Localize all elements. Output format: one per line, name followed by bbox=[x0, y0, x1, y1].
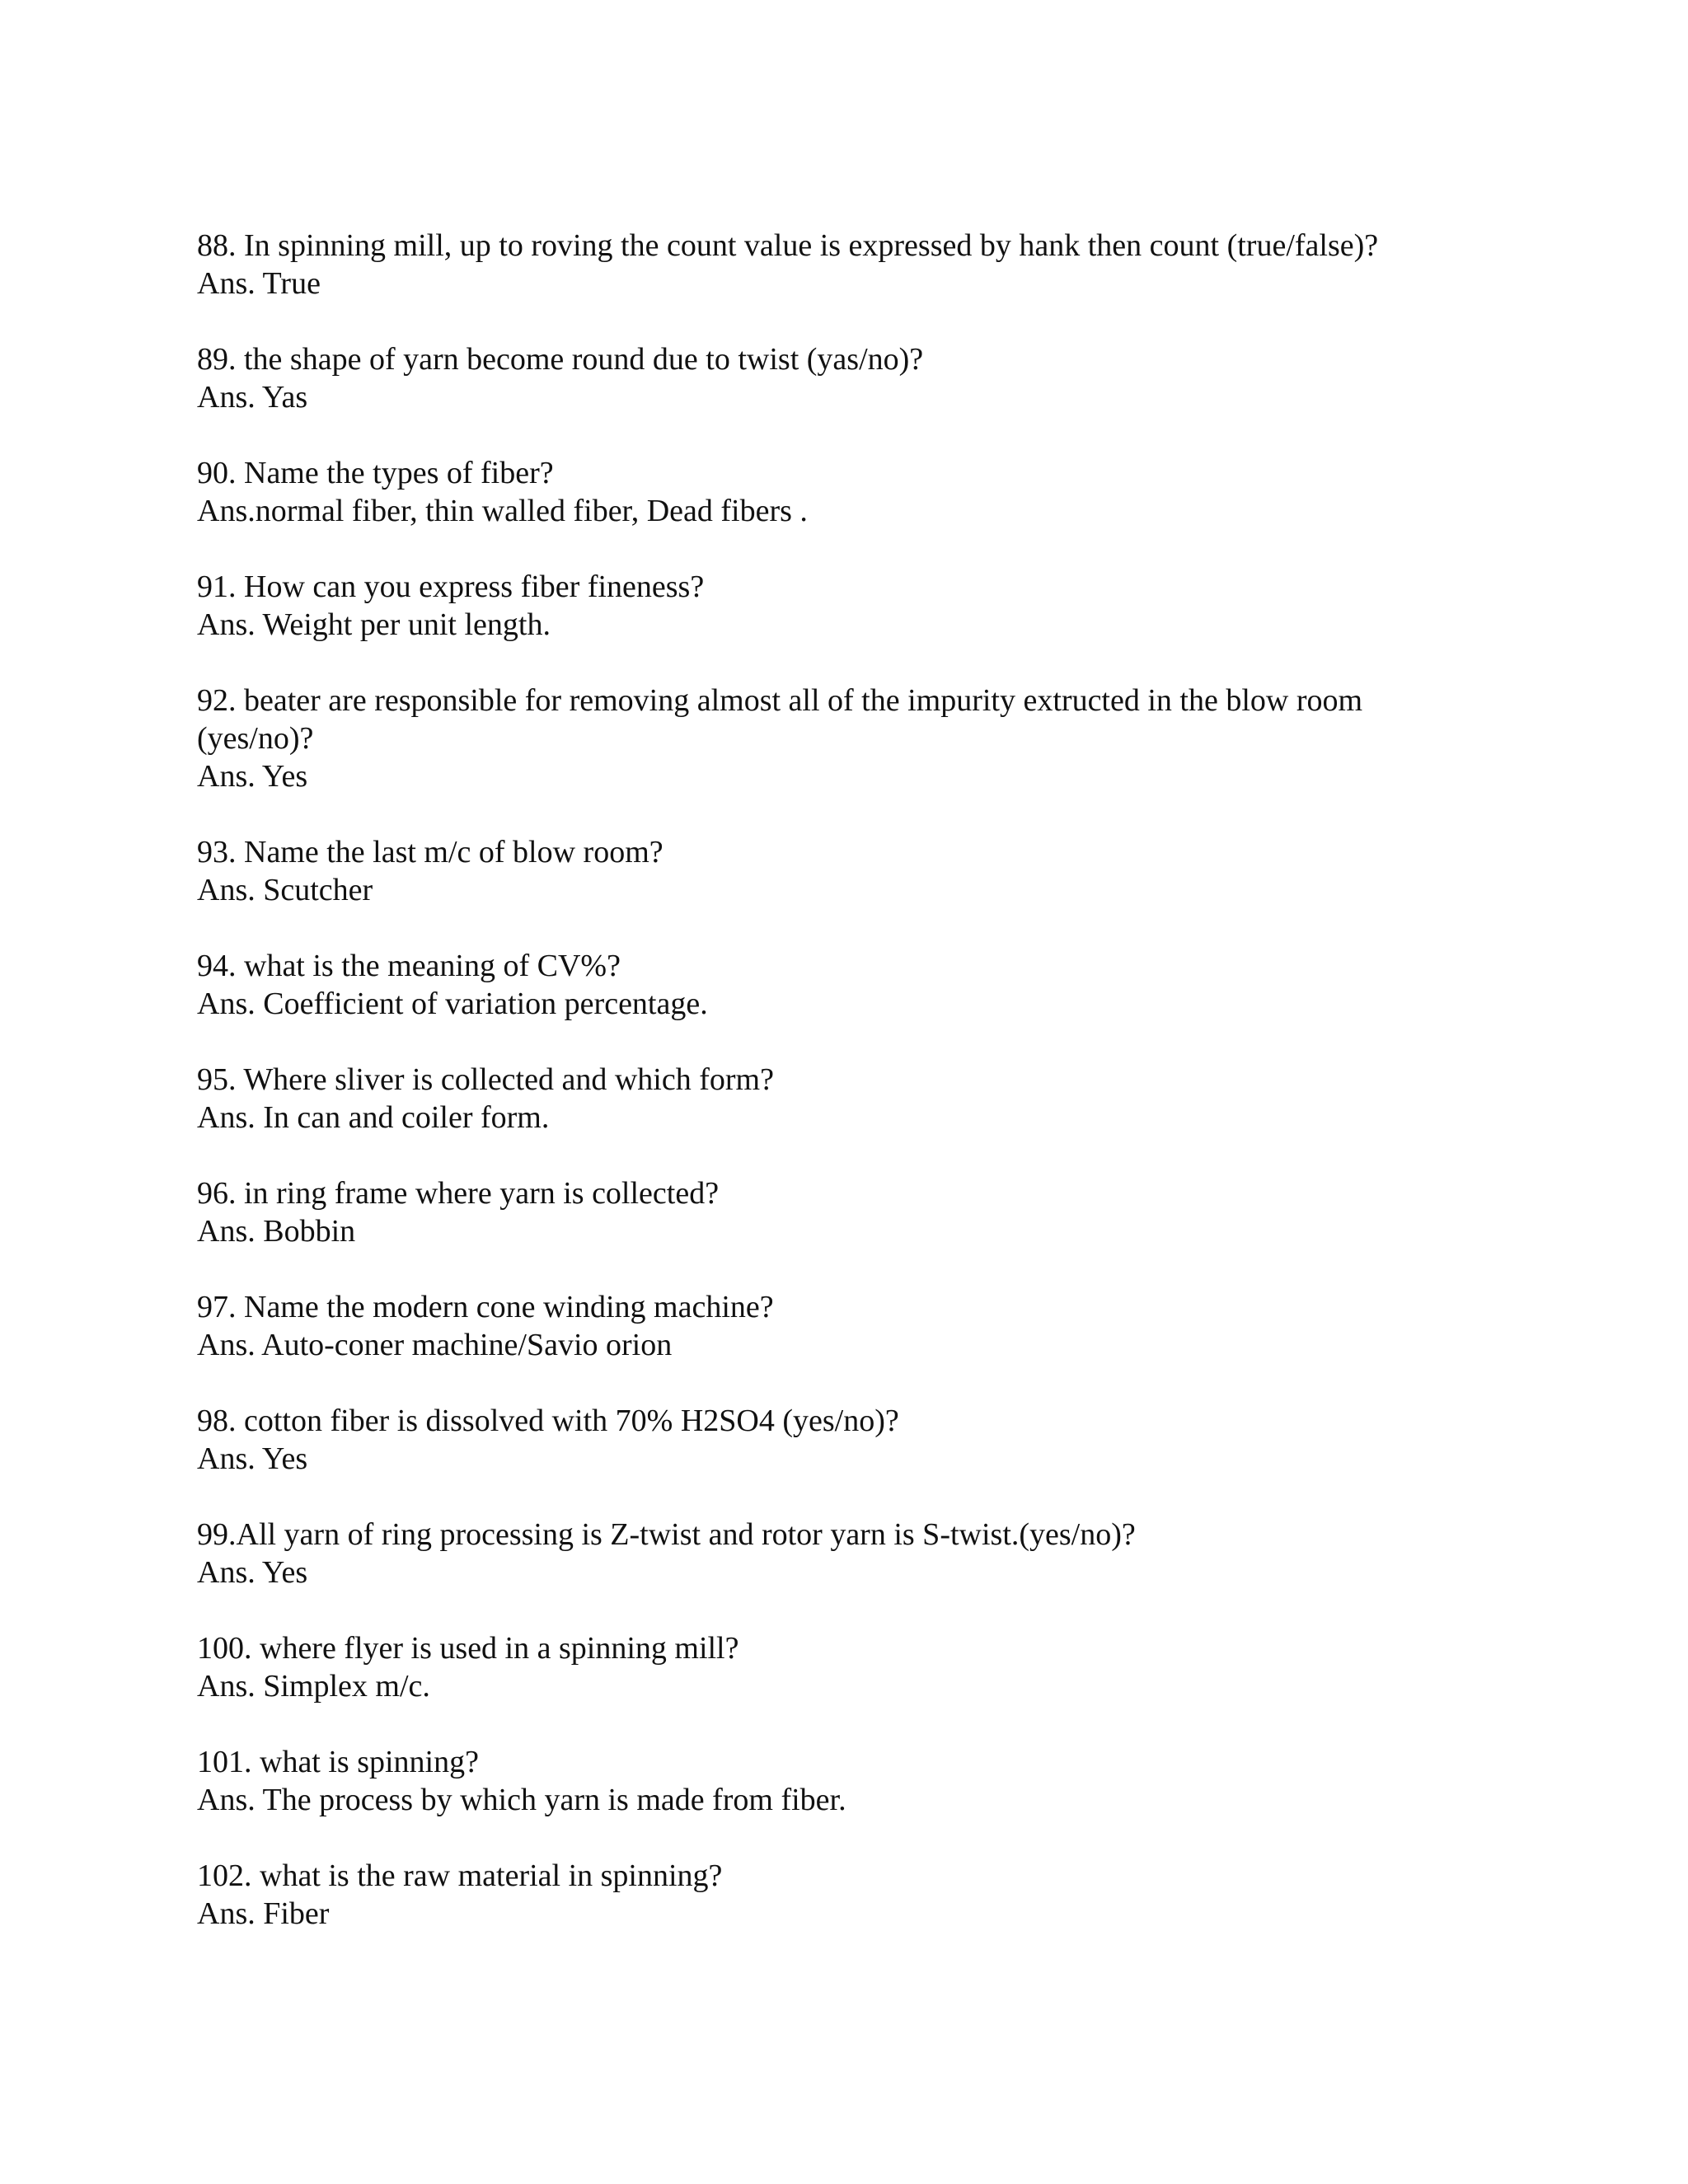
answer-text: Ans. Coefficient of variation percentage. bbox=[197, 987, 708, 1021]
qa-item-101 bbox=[197, 1743, 1516, 1819]
question-text: 101. what is spinning? bbox=[197, 1745, 479, 1779]
question-text: 99.All yarn of ring processing is Z-twist and rotor yarn is S-twist.(yes/no)? bbox=[197, 1517, 1136, 1552]
question-text: 98. cotton fiber is dissolved with 70% H2SO4 (yes/no)? bbox=[197, 1404, 899, 1438]
answer-text: Ans. Weight per unit length. bbox=[197, 607, 551, 642]
question-text: 90. Name the types of fiber? bbox=[197, 456, 554, 490]
answer-text: Ans. Yes bbox=[197, 1441, 308, 1476]
qa-item-90 bbox=[197, 454, 1516, 530]
question-text: 92. beater are responsible for removing almost all of the impurity extructed in the blow room (yes/no)? bbox=[197, 683, 1363, 756]
qa-item-98 bbox=[197, 1402, 1516, 1478]
answer-text: Ans. Auto-coner machine/Savio orion bbox=[197, 1328, 673, 1362]
answer-text: Ans. Yes bbox=[197, 759, 308, 794]
question-text: 100. where flyer is used in a spinning mill? bbox=[197, 1631, 739, 1666]
question-text: 97. Name the modern cone winding machine? bbox=[197, 1290, 774, 1324]
qa-item-100 bbox=[197, 1629, 1516, 1705]
qa-item-92 bbox=[197, 682, 1516, 795]
qa-item-95 bbox=[197, 1061, 1516, 1137]
qa-item-97 bbox=[197, 1288, 1516, 1364]
qa-item-99 bbox=[197, 1516, 1516, 1591]
answer-text: Ans. The process by which yarn is made from fiber. bbox=[197, 1783, 846, 1817]
question-text: 102. what is the raw material in spinning? bbox=[197, 1858, 723, 1893]
answer-text: Ans. In can and coiler form. bbox=[197, 1100, 550, 1135]
question-text: 95. Where sliver is collected and which form? bbox=[197, 1062, 774, 1097]
qa-page bbox=[197, 227, 1516, 1933]
answer-text: Ans. Scutcher bbox=[197, 873, 373, 907]
answer-text: Ans. Yas bbox=[197, 380, 308, 415]
question-text: 94. what is the meaning of CV%? bbox=[197, 949, 621, 983]
question-text: 91. How can you express fiber fineness? bbox=[197, 569, 705, 604]
question-text: 88. In spinning mill, up to roving the count value is expressed by hank then count (true/false)? bbox=[197, 228, 1379, 263]
qa-item-91 bbox=[197, 568, 1516, 644]
qa-item-93 bbox=[197, 833, 1516, 909]
answer-text: Ans. Yes bbox=[197, 1555, 308, 1590]
answer-text: Ans. Fiber bbox=[197, 1896, 330, 1931]
question-text: 89. the shape of yarn become round due to twist (yas/no)? bbox=[197, 342, 924, 377]
answer-text: Ans. Bobbin bbox=[197, 1214, 356, 1249]
answer-text: Ans.normal fiber, thin walled fiber, Dead fibers . bbox=[197, 494, 808, 528]
qa-item-88 bbox=[197, 227, 1516, 302]
qa-item-89 bbox=[197, 340, 1516, 416]
answer-text: Ans. Simplex m/c. bbox=[197, 1669, 430, 1704]
qa-item-94 bbox=[197, 947, 1516, 1023]
qa-item-96 bbox=[197, 1174, 1516, 1250]
qa-item-102 bbox=[197, 1857, 1516, 1933]
question-text: 93. Name the last m/c of blow room? bbox=[197, 835, 663, 869]
question-text: 96. in ring frame where yarn is collected? bbox=[197, 1176, 720, 1211]
answer-text: Ans. True bbox=[197, 266, 321, 301]
